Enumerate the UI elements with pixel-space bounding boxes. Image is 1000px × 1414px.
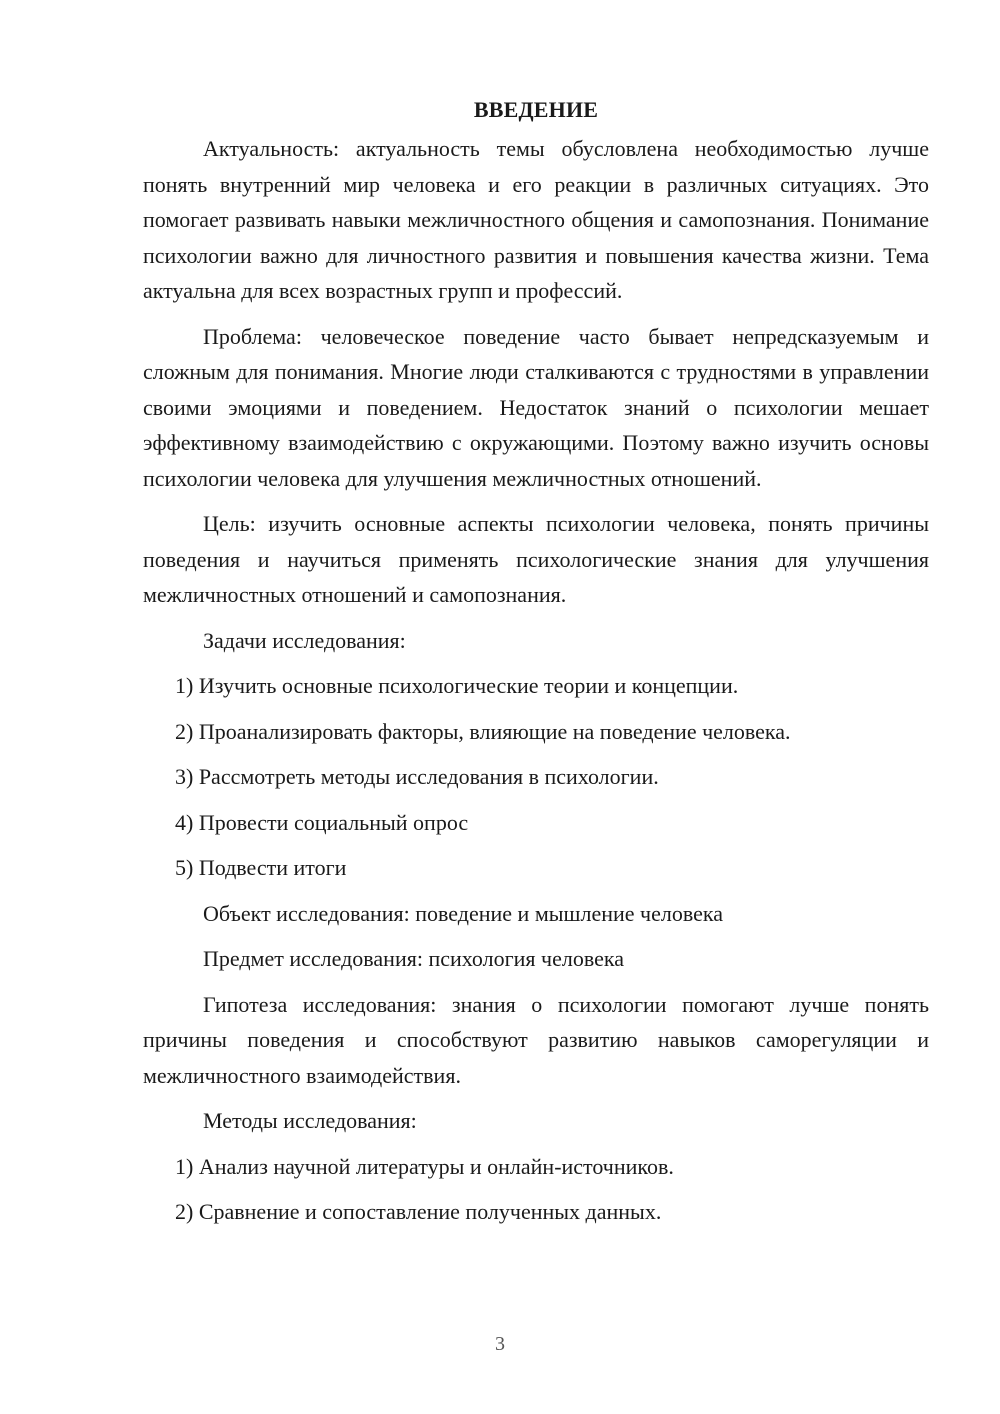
research-subject: Предмет исследования: психология человека: [203, 946, 624, 971]
task-item-3: 3) Рассмотреть методы исследования в психологии.: [175, 764, 659, 789]
task-item-4: 4) Провести социальный опрос: [175, 809, 469, 835]
methods-heading: Методы исследования:: [203, 1108, 417, 1133]
hypothesis-paragraph: Гипотеза исследования: знания о психологии помогают лучше понять причины поведения и способствуют развитию навыков саморегуляции и межличностного взаимодействия.: [143, 991, 929, 1088]
relevance-paragraph: Актуальность: актуальность темы обусловлена необходимостью лучше понять внутренний мир человека и его реакции в различных ситуациях. Это помогает развивать навыки межличностного общения и самопознания. Понимание психологии важно для личностного развития и повышения качества жизни. Тема актуальна для всех возрастных групп и профессий.: [143, 136, 929, 303]
problem-paragraph: Проблема: человеческое поведение часто бывает непредсказуемым и сложным для понимания. Многие люди сталкиваются с трудностями в управлении своими эмоциями и поведением. Недостаток знаний о психологии мешает эффективному взаимодействию с окружающими. Поэтому важно изучить основы психологии человека для улучшения межличностных отношений.: [143, 323, 929, 491]
tasks-heading: Задачи исследования:: [203, 627, 406, 653]
task-item-2: 2) Проанализировать факторы, влияющие на поведение человека.: [175, 718, 791, 744]
method-item-1: 1) Анализ научной литературы и онлайн-источников.: [175, 1153, 674, 1179]
method-item-2: 2) Сравнение и сопоставление полученных данных.: [175, 1199, 662, 1224]
research-object: Объект исследования: поведение и мышление человека: [203, 900, 723, 926]
page-number: 3: [495, 1333, 505, 1355]
task-item-5: 5) Подвести итоги: [175, 855, 347, 880]
task-item-1: 1) Изучить основные психологические теории и концепции.: [175, 673, 739, 698]
page-title: ВВЕДЕНИЕ: [473, 97, 599, 122]
goal-paragraph: Цель: изучить основные аспекты психологии человека, понять причины поведения и научиться применять психологические знания для улучшения межличностных отношений и самопознания.: [143, 511, 929, 607]
document-page: [143, 94, 929, 1240]
